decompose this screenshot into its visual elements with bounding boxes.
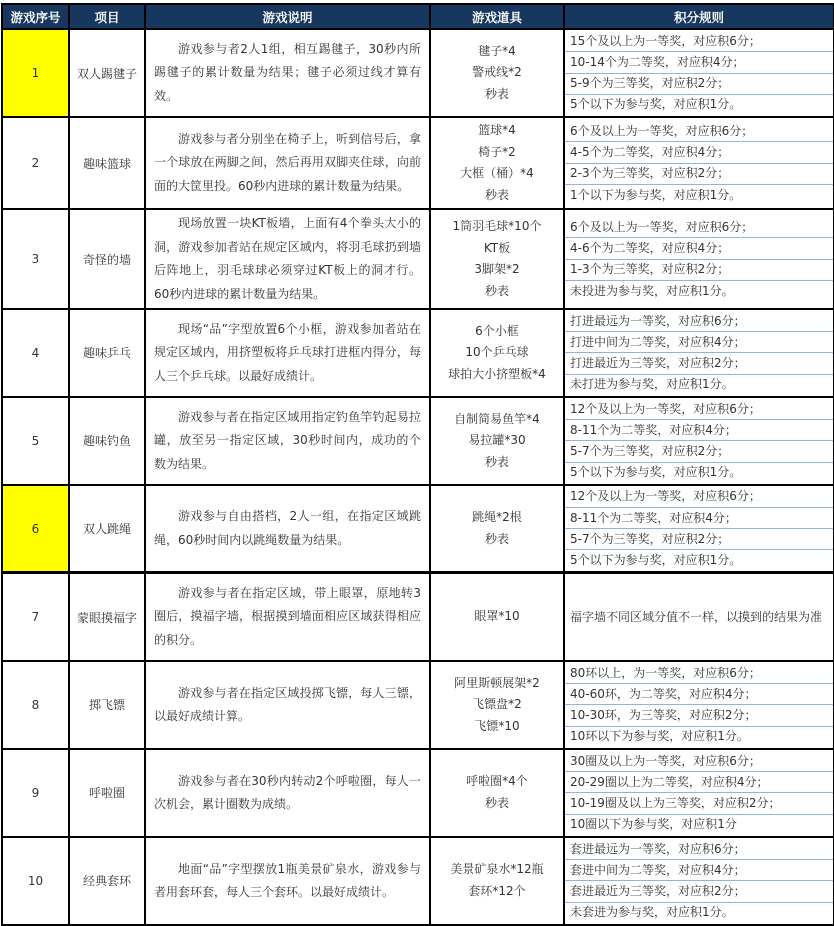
- rule-line: 未打进为参与奖，对应积1分。: [570, 377, 734, 392]
- rules-list: [565, 121, 833, 205]
- description-text: 游戏参与自由搭档，2人一组，在指定区域跳绳，60秒时间内以跳绳数量为结果。: [154, 509, 421, 547]
- column-header-2: 项目: [69, 4, 145, 29]
- props-cell: [430, 117, 564, 209]
- rule-line: 套进最近为三等奖，对应积2分；: [565, 881, 833, 902]
- description-cell: [145, 309, 430, 397]
- rule-line: 80环以上，为一等奖，对应积6分；: [565, 663, 833, 684]
- project-cell: 趣味乒乓: [69, 309, 145, 397]
- description-text: 游戏参与者在指定区域用指定钓鱼竿钓起易拉罐，放至另一指定区域，30秒时间内，成功的个数为结果。: [154, 409, 421, 471]
- rules-list: [565, 399, 833, 483]
- rule-line: 套进最远为一等奖，对应积6分；: [565, 839, 833, 860]
- prop-line: 飞镖*10: [474, 718, 520, 733]
- rule-line: 10环以下为参与奖，对应积1分。: [570, 729, 749, 744]
- description-cell: [145, 397, 430, 485]
- props-cell: [430, 309, 564, 397]
- game-number-cell: 6: [2, 485, 69, 573]
- rule-line: 15个及以上为一等奖，对应积6分；: [565, 31, 833, 52]
- prop-line: 自制简易鱼竿*4: [454, 411, 540, 426]
- rule-line: 打进中间为二等奖，对应积4分；: [565, 332, 833, 353]
- prop-line: 3脚架*2: [474, 262, 520, 277]
- project-cell: 掷飞镖: [69, 661, 145, 749]
- rule-line: 10-30环，为三等奖，对应积2分；: [565, 705, 833, 726]
- rules-cell: [564, 397, 834, 485]
- rules-cell: [564, 117, 834, 209]
- column-header-3: 游戏说明: [145, 4, 430, 29]
- props-cell: [430, 837, 564, 925]
- column-header-4: 游戏道具: [430, 4, 564, 29]
- rules-list: [565, 217, 833, 301]
- project-cell: 呼啦圈: [69, 749, 145, 837]
- rule-line: 2-3个为三等奖，对应积2分；: [565, 164, 833, 185]
- prop-line: 大框（桶）*4: [460, 166, 534, 181]
- props-cell: [430, 209, 564, 309]
- props-cell: [430, 661, 564, 749]
- props-cell: [430, 29, 564, 117]
- column-header-1: 游戏序号: [2, 4, 69, 29]
- description-cell: [145, 117, 430, 209]
- project-cell: 双人踢毽子: [69, 29, 145, 117]
- description-text: 现场放置一块KT板墙，上面有4个拳头大小的洞，游戏参加者站在规定区域内，将羽毛球扔到墙后阵地上，羽毛球球必须穿过KT板上的洞才行。60秒内进球的累计数量为结果。: [154, 216, 421, 301]
- prop-line: 美景矿泉水*12瓶: [450, 862, 544, 877]
- game-number-cell: 9: [2, 749, 69, 837]
- rules-list: [565, 487, 833, 571]
- description-cell: [145, 573, 430, 661]
- header-row: [2, 4, 834, 29]
- prop-line: 秒表: [484, 86, 509, 101]
- rule-line: 福字墙不同区域分值不一样，以摸到的结果为准: [570, 609, 823, 624]
- game-number-cell: 5: [2, 397, 69, 485]
- prop-line: 秒表: [484, 795, 509, 810]
- rules-list: [565, 663, 833, 747]
- description-text: 现场“品”字型放置6个小框，游戏参加者站在规定区域内，用挤塑板将乒乓球打进框内得分，每人三个乒乓球。以最好成绩计。: [154, 321, 421, 383]
- description-text: 地面“品”字型摆放1瓶美景矿泉水，游戏参与者用套环套，每人三个套环。以最好成绩计。: [154, 861, 421, 899]
- game-number-cell: 2: [2, 117, 69, 209]
- game-row: [2, 661, 834, 749]
- game-number-cell: 7: [2, 573, 69, 661]
- rule-line: 套进中间为二等奖，对应积4分；: [565, 860, 833, 881]
- prop-line: 秒表: [484, 187, 509, 202]
- props-cell: [430, 397, 564, 485]
- rules-cell: [564, 209, 834, 309]
- game-number-cell: 8: [2, 661, 69, 749]
- prop-line: 球拍大小挤塑板*4: [448, 366, 546, 381]
- description-text: 游戏参与者在指定区域，带上眼罩，原地转3圈后，摸福字墙，根据摸到墙面相应区域获得相应的积分。: [154, 586, 421, 647]
- project-cell: 经典套环: [69, 837, 145, 925]
- rule-line: 4-6个为二等奖，对应积4分；: [565, 238, 833, 259]
- rule-line: 打进最远为一等奖，对应积6分；: [565, 311, 833, 332]
- game-row: [2, 485, 834, 573]
- game-row: [2, 749, 834, 837]
- rule-line: 5-7个为三等奖，对应积2分；: [565, 529, 833, 550]
- prop-line: 飞镖盘*2: [472, 697, 522, 712]
- rule-line: 1个以下为参与奖，对应积1分。: [570, 187, 742, 202]
- description-cell: [145, 749, 430, 837]
- prop-line: 秒表: [484, 531, 509, 546]
- game-row: [2, 209, 834, 309]
- rules-list: [565, 839, 833, 923]
- game-row: [2, 397, 834, 485]
- project-cell: 趣味篮球: [69, 117, 145, 209]
- prop-line: 阿里斯顿展架*2: [454, 675, 540, 690]
- prop-line: KT板: [483, 240, 511, 255]
- rule-line: 5个以下为参与奖，对应积1分。: [570, 97, 742, 112]
- rule-line: 5个以下为参与奖，对应积1分。: [570, 553, 742, 568]
- rules-cell: [564, 749, 834, 837]
- rule-line: 40-60环，为二等奖，对应积4分；: [565, 684, 833, 705]
- description-text: 游戏参与者在指定区域投掷飞镖，每人三镖，以最好成绩计算。: [154, 685, 421, 723]
- prop-line: 跳绳*2根: [472, 510, 522, 525]
- rule-line: 5-7个为三等奖，对应积2分；: [565, 441, 833, 462]
- rule-line: 1-3个为三等奖，对应积2分；: [565, 260, 833, 281]
- game-number-cell: 1: [2, 29, 69, 117]
- rules-cell: [564, 573, 834, 661]
- rules-list: [565, 311, 833, 395]
- rules-list: [565, 31, 833, 115]
- prop-line: 秒表: [484, 454, 509, 469]
- game-row: [2, 837, 834, 925]
- game-row: [2, 309, 834, 397]
- description-cell: [145, 29, 430, 117]
- rules-cell: [564, 661, 834, 749]
- props-cell: [430, 573, 564, 661]
- description-cell: [145, 661, 430, 749]
- prop-line: 呼啦圈*4个: [466, 774, 528, 789]
- project-cell: 双人跳绳: [69, 485, 145, 573]
- project-cell: 奇怪的墙: [69, 209, 145, 309]
- prop-line: 椅子*2: [478, 144, 516, 159]
- rule-line: 打进最近为三等奖，对应积2分；: [565, 353, 833, 374]
- props-cell: [430, 485, 564, 573]
- project-cell: 蒙眼摸福字: [69, 573, 145, 661]
- project-cell: 趣味钓鱼: [69, 397, 145, 485]
- rules-cell: [564, 837, 834, 925]
- rule-line: 6个及以上为一等奖，对应积6分；: [565, 121, 833, 142]
- rule-line: 8-11个为二等奖，对应积4分；: [565, 508, 833, 529]
- game-row: [2, 117, 834, 209]
- prop-line: 10个乒乓球: [465, 345, 529, 360]
- description-cell: [145, 209, 430, 309]
- rules-cell: [564, 309, 834, 397]
- description-cell: [145, 837, 430, 925]
- description-text: 游戏参与者分别坐在椅子上，听到信号后，拿一个球放在两脚之间，然后再用双脚夹住球，向前面的大筐里投。60秒内进球的累计数量为结果。: [154, 132, 421, 193]
- rule-line: 8-11个为二等奖，对应积4分；: [565, 420, 833, 441]
- rules-cell: [564, 29, 834, 117]
- prop-line: 秒表: [484, 283, 509, 298]
- rule-line: 5个以下为参与奖，对应积1分。: [570, 465, 742, 480]
- rule-line: 6个及以上为一等奖，对应积6分；: [565, 217, 833, 238]
- game-row: [2, 573, 834, 661]
- rule-line: 10圈以下为参与奖，对应积1分: [570, 817, 737, 832]
- rule-line: 未投进为参与奖，对应积1分。: [570, 283, 734, 298]
- description-cell: [145, 485, 430, 573]
- rule-line: 4-5个为二等奖，对应积4分；: [565, 142, 833, 163]
- prop-line: 1筒羽毛球*10个: [452, 218, 542, 233]
- rule-line: 12个及以上为一等奖，对应积6分；: [565, 487, 833, 508]
- rule-line: 30圈及以上为一等奖，对应积6分；: [565, 751, 833, 772]
- description-text: 游戏参与者2人1组，相互踢毽子，30秒内所踢毽子的累计数量为结果；毽子必须过线才算有效。: [154, 41, 421, 103]
- game-number-cell: 4: [2, 309, 69, 397]
- rule-line: 12个及以上为一等奖，对应积6分；: [565, 399, 833, 420]
- game-row: [2, 29, 834, 117]
- props-cell: [430, 749, 564, 837]
- rule-line: 20-29圈以上为二等奖，对应积4分；: [565, 772, 833, 793]
- prop-line: 篮球*4: [478, 123, 516, 137]
- column-header-5: 积分规则: [564, 4, 834, 29]
- rule-line: 10-19圈及以上为三等奖，对应积2分；: [565, 793, 833, 814]
- prop-line: 毽子*4: [478, 43, 516, 58]
- prop-line: 套环*12个: [468, 883, 526, 898]
- game-number-cell: 3: [2, 209, 69, 309]
- prop-line: 易拉罐*30: [468, 433, 526, 448]
- rules-cell: [564, 485, 834, 573]
- prop-line: 警戒线*2: [472, 65, 522, 80]
- game-number-cell: 10: [2, 837, 69, 925]
- rules-list: [565, 575, 833, 659]
- games-table: [1, 3, 834, 926]
- games-table-body: [2, 29, 834, 925]
- prop-line: 眼罩*10: [474, 609, 520, 624]
- rules-list: [565, 751, 833, 835]
- prop-line: 6个小框: [475, 323, 519, 338]
- description-text: 游戏参与者在30秒内转动2个呼啦圈，每人一次机会，累计圈数为成绩。: [154, 773, 421, 811]
- rule-line: 未套进为参与奖，对应积1分。: [570, 905, 734, 920]
- rule-line: 10-14个为二等奖，对应积4分；: [565, 52, 833, 73]
- rule-line: 5-9个为三等奖，对应积2分；: [565, 74, 833, 95]
